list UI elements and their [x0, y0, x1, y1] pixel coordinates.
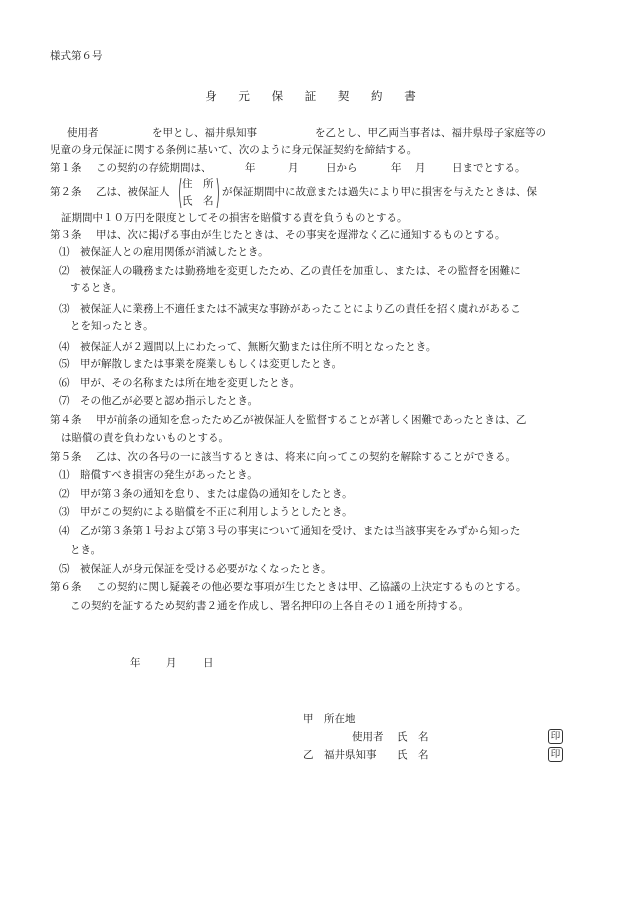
- date-day: 日: [203, 657, 214, 669]
- article-1-end-month: 月: [415, 162, 426, 174]
- article-3-item-1-num: ⑴: [59, 246, 70, 258]
- article-1-start-year: 年: [245, 162, 256, 174]
- article-5-item-3-num: ⑶: [59, 506, 70, 518]
- article-3-item-3-cont: とを知ったとき。: [70, 320, 154, 332]
- party-a-seal-mark: 印: [548, 729, 563, 744]
- article-3-item-5: 甲が解散しまたは事業を廃業しもしくは変更したとき。: [80, 358, 343, 370]
- article-5-item-4-cont: とき。: [70, 544, 102, 556]
- guarantor-address-label: 住 所: [182, 178, 214, 190]
- article-6-label: 第６条: [50, 581, 82, 593]
- date-month: 月: [166, 657, 177, 669]
- article-1-end-day: 日までとする。: [452, 162, 526, 174]
- article-2-text-c: 証期間中１０万円を限度としてその損害を賠償する責を負うものとする。: [61, 212, 408, 224]
- article-6-text: この契約に関し疑義その他必要な事項が生じたときは甲、乙協議の上決定するものとする。: [96, 581, 527, 593]
- article-3-item-6-num: ⑹: [59, 377, 70, 389]
- article-3-text: 甲は、次に掲げる事由が生じたときは、その事実を遅滞なく乙に通知するものとする。: [96, 229, 506, 241]
- article-1-start-day: 日から: [326, 162, 358, 174]
- article-5-item-3: 甲がこの契約による賠償を不正に利用しようとしたとき。: [80, 506, 353, 518]
- party-a-label: 甲: [303, 713, 314, 725]
- article-3-item-5-num: ⑸: [59, 358, 70, 370]
- article-5-text: 乙は、次の各号の一に該当するときは、将来に向ってこの契約を解除することができる。: [96, 451, 516, 463]
- party-b-seal-mark: 印: [548, 747, 563, 762]
- article-5-item-5: 被保証人が身元保証を受ける必要がなくなったとき。: [80, 563, 332, 575]
- party-b-label: 乙: [303, 749, 314, 761]
- article-3-item-2-num: ⑵: [59, 265, 70, 277]
- form-number: 様式第６号: [50, 50, 103, 62]
- party-a-employer-label: 使用者: [352, 731, 384, 743]
- article-2-text-a: 乙は、被保証人: [96, 186, 170, 198]
- article-4-label: 第４条: [50, 414, 82, 426]
- article-3-item-6: 甲が、その名称または所在地を変更したとき。: [80, 377, 301, 389]
- article-1-label: 第１条: [50, 162, 82, 174]
- intro-line-2: 児童の身元保証に関する条例に基いて、次のように身元保証契約を締結する。: [50, 144, 418, 156]
- party-b-name-label: 氏 名: [397, 749, 429, 761]
- article-3-item-2: 被保証人の職務または勤務地を変更したため、乙の責任を加重し、または、その監督を困難に: [80, 265, 521, 277]
- closing-statement: この契約を証するため契約書２通を作成し、署名押印の上各自その１通を所持する。: [70, 600, 469, 612]
- article-5-item-4: 乙が第３条第１号および第３号の事実について通知を受け、または当該事実をみずから知った: [80, 525, 521, 537]
- intro-employer-label: 使用者: [67, 127, 99, 139]
- article-5-item-2: 甲が第３条の通知を怠り、または虚偽の通知をしたとき。: [80, 488, 353, 500]
- guarantor-name-label: 氏 名: [182, 195, 214, 207]
- guarantor-address-name-bracket: [178, 177, 220, 209]
- article-5-item-4-num: ⑷: [59, 525, 70, 537]
- article-2-label: 第２条: [50, 186, 82, 198]
- date-year: 年: [130, 657, 141, 669]
- article-3-item-3: 被保証人に業務上不適任または不誠実な事跡があったことにより乙の責任を招く虞れがあるこ: [80, 303, 521, 315]
- article-5-item-1-num: ⑴: [59, 469, 70, 481]
- intro-governor-text: を甲とし、福井県知事: [152, 127, 257, 139]
- intro-parties-text: を乙とし、甲乙両当事者は、福井県母子家庭等の: [315, 127, 546, 139]
- article-3-label: 第３条: [50, 229, 82, 241]
- article-5-item-1: 賠償すべき損害の発生があったとき。: [80, 469, 258, 481]
- article-2-text-b: が保証期間中に故意または過失により甲に損害を与えたときは、保: [222, 186, 537, 198]
- article-1-start-month: 月: [288, 162, 299, 174]
- article-3-item-1: 被保証人との雇用関係が消滅したとき。: [80, 246, 269, 258]
- article-3-item-7: その他乙が必要と認め指示したとき。: [80, 395, 259, 407]
- party-a-name-label: 氏 名: [397, 731, 429, 743]
- article-5-label: 第５条: [50, 451, 82, 463]
- document-title: 身 元 保 証 契 約 書: [205, 89, 425, 103]
- article-3-item-3-num: ⑶: [59, 303, 70, 315]
- article-3-item-4: 被保証人が２週間以上にわたって、無断欠勤または住所不明となったとき。: [80, 341, 437, 353]
- article-1-end-year: 年: [391, 162, 402, 174]
- article-1-text: この契約の存続期間は、: [96, 162, 212, 174]
- article-4-text: 甲が前条の通知を怠ったため乙が被保証人を監督することが著しく困難であったときは、乙: [96, 414, 527, 426]
- article-5-item-5-num: ⑸: [59, 563, 70, 575]
- article-3-item-4-num: ⑷: [59, 341, 70, 353]
- party-a-location-label: 所在地: [324, 713, 356, 725]
- article-5-item-2-num: ⑵: [59, 488, 70, 500]
- article-3-item-2-cont: するとき。: [70, 282, 123, 294]
- article-4-text-cont: は賠償の責を負わないものとする。: [61, 432, 229, 444]
- article-3-item-7-num: ⑺: [59, 395, 70, 407]
- party-b-governor-label: 福井県知事: [324, 749, 377, 761]
